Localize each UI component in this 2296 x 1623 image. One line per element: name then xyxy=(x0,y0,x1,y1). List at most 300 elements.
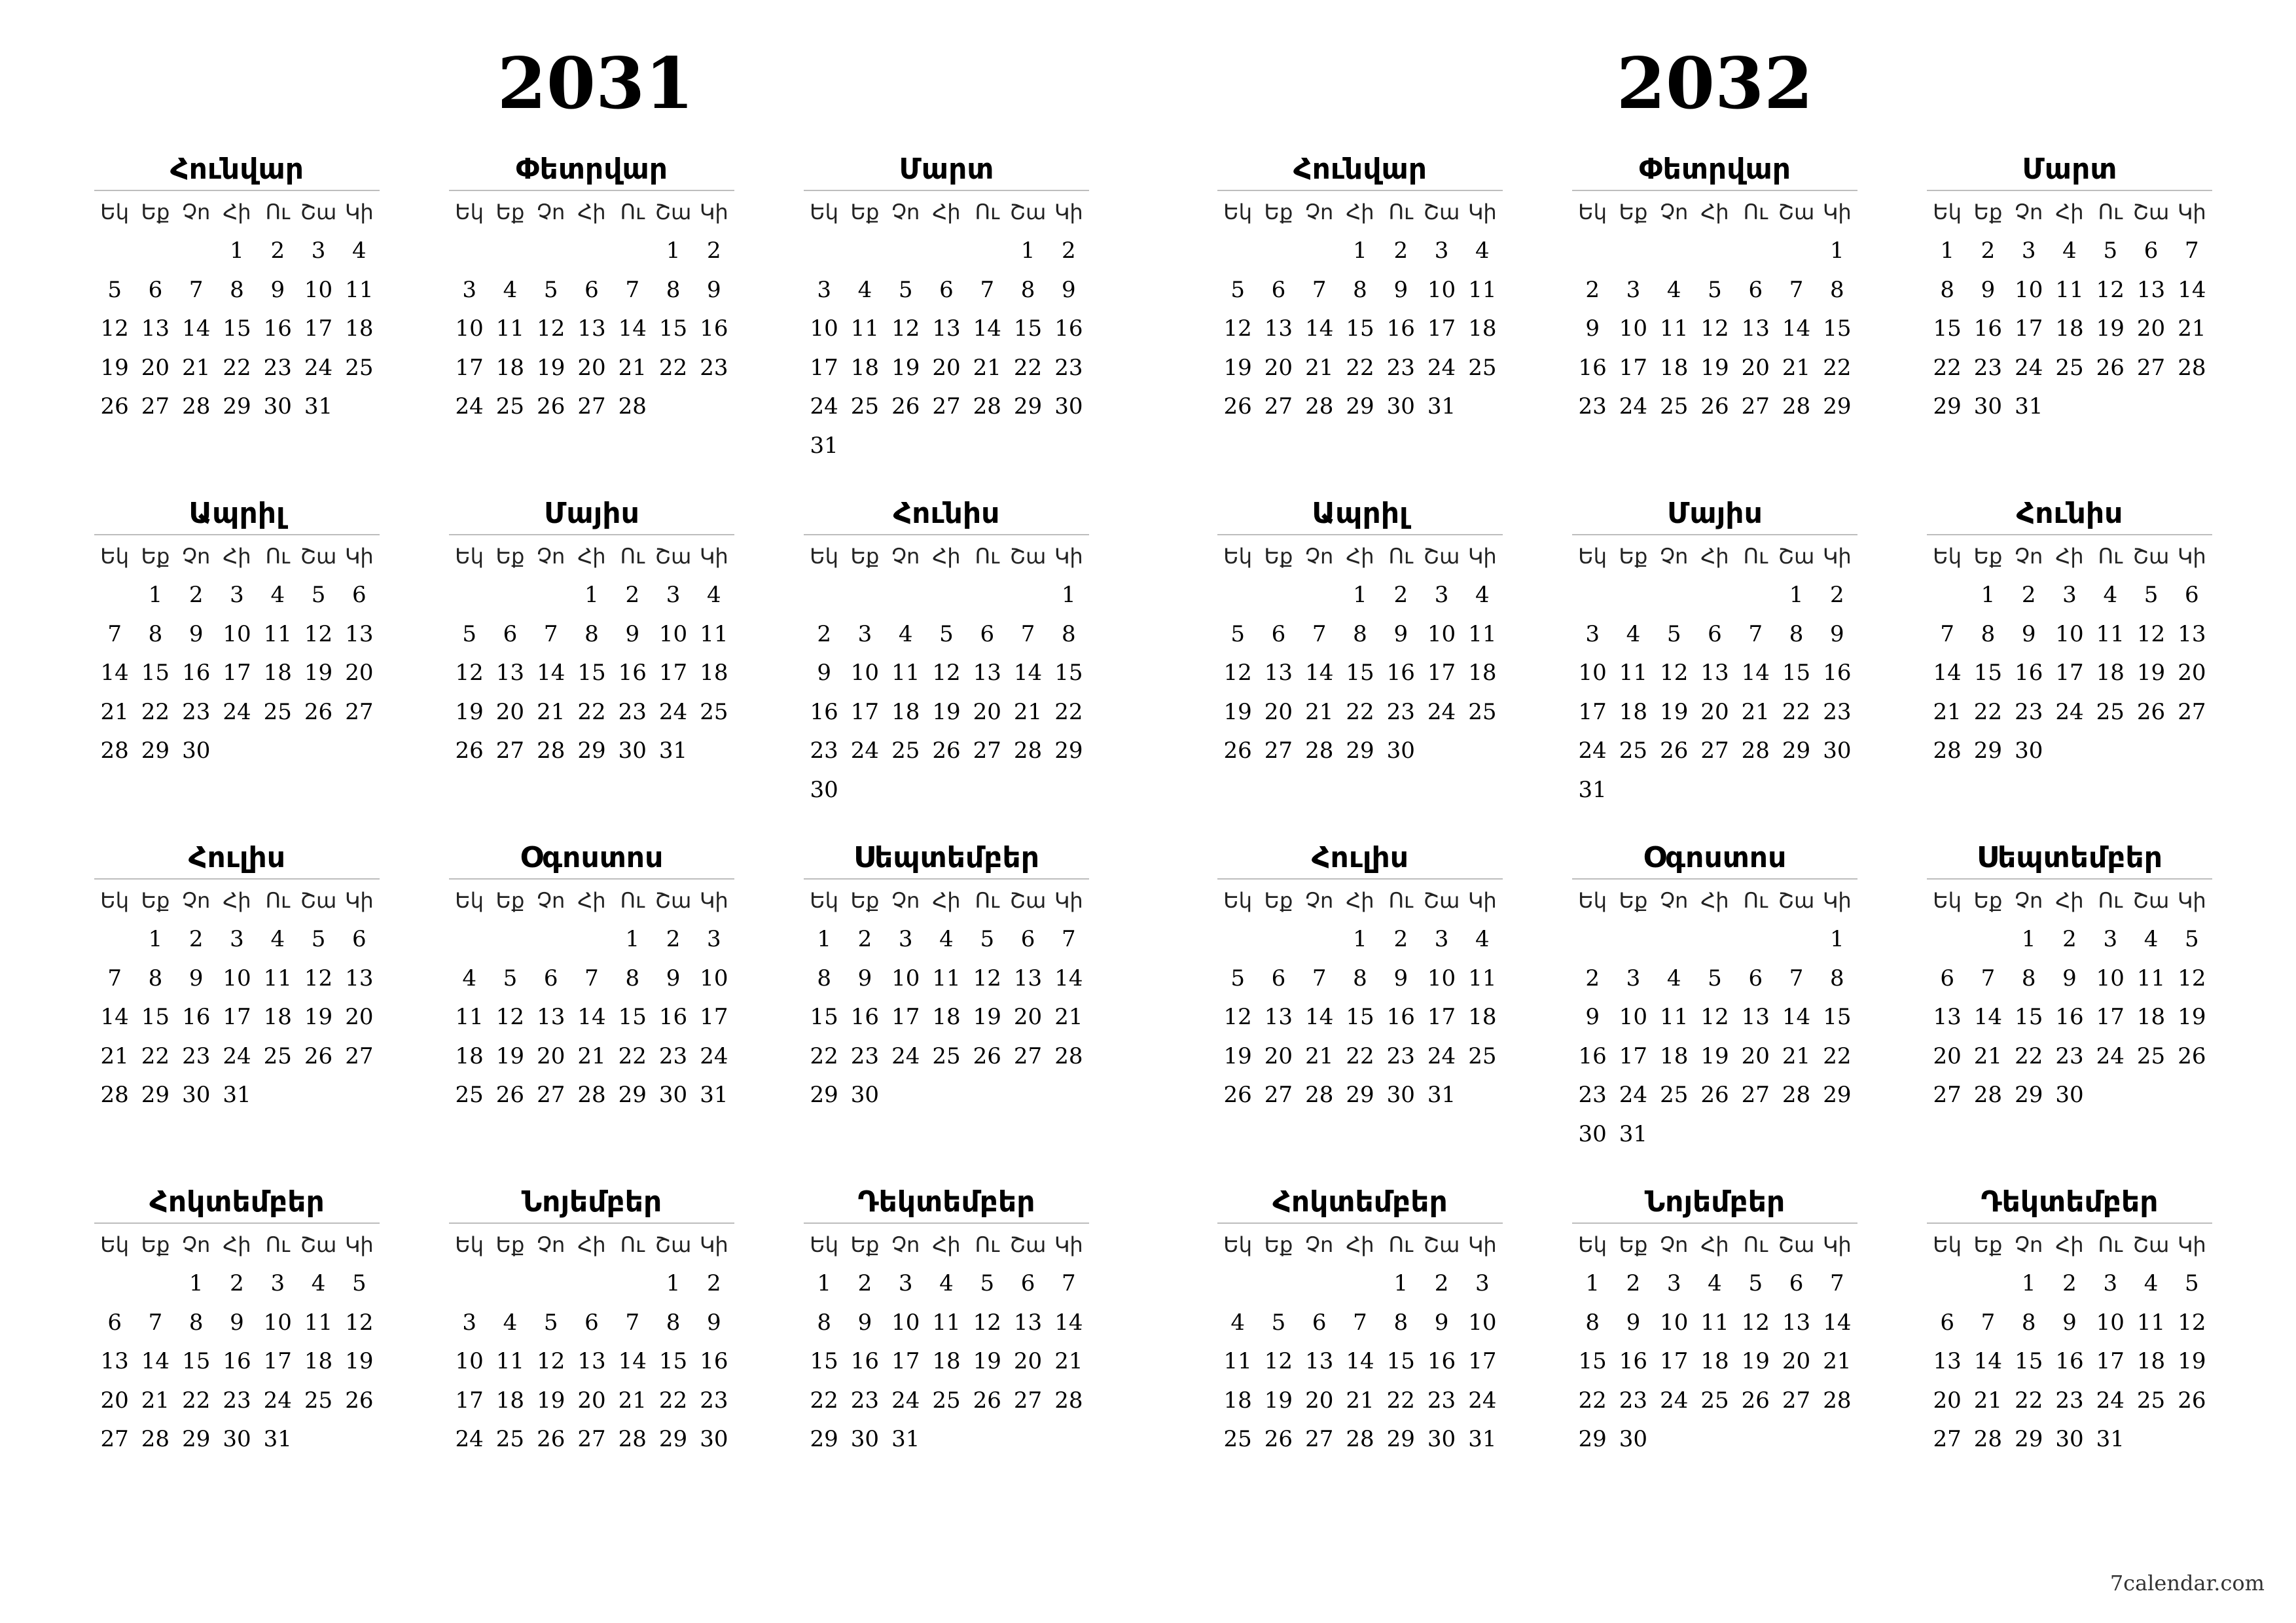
day-number: 17 xyxy=(2096,1004,2125,1030)
day-number: 9 xyxy=(857,965,872,991)
weekday-label: Ու xyxy=(620,888,645,913)
day-number: 5 xyxy=(543,276,558,303)
day-number: 11 xyxy=(495,1348,525,1374)
day-number: 14 xyxy=(141,1348,170,1374)
day-number: 27 xyxy=(932,393,961,419)
weekday-label: Կի xyxy=(1467,200,1497,224)
day-number: 19 xyxy=(304,660,333,686)
empty-cell xyxy=(612,1264,653,1304)
day-number: 29 xyxy=(618,1082,647,1108)
weekday-label: Ու xyxy=(265,1232,290,1257)
day-number: 7 xyxy=(2185,238,2199,264)
day-number: 12 xyxy=(2096,276,2125,303)
day-number: 27 xyxy=(495,738,525,764)
day-number: 20 xyxy=(1741,1043,1770,1069)
weekday-label: Կի xyxy=(1822,200,1852,224)
day-number: 12 xyxy=(973,965,1001,991)
day-number: 19 xyxy=(2136,660,2166,686)
day-number: 19 xyxy=(1700,1043,1729,1069)
day-number: 24 xyxy=(810,393,838,419)
day-number: 5 xyxy=(2103,238,2118,264)
day-number: 20 xyxy=(973,698,1001,725)
day-number: 8 xyxy=(666,1309,681,1336)
day-number: 16 xyxy=(658,1004,688,1030)
day-number: 23 xyxy=(1973,354,2003,381)
day-number: 7 xyxy=(1981,1309,1996,1336)
day-number: 27 xyxy=(1700,738,1729,764)
day-number: 1 xyxy=(2021,1270,2036,1296)
empty-cell xyxy=(1258,1264,1299,1304)
month-block xyxy=(1217,838,1503,1115)
day-number: 16 xyxy=(2055,1348,2084,1374)
day-number: 23 xyxy=(1386,1043,1415,1069)
day-grid xyxy=(1572,1264,1857,1459)
day-number: 14 xyxy=(577,1004,606,1030)
day-number: 28 xyxy=(1013,738,1043,764)
day-number: 28 xyxy=(1305,738,1334,764)
day-number: 8 xyxy=(1830,965,1844,991)
empty-cell xyxy=(1340,1264,1380,1304)
weekday-label: Չո xyxy=(537,888,565,913)
day-number: 21 xyxy=(182,354,211,381)
day-number: 20 xyxy=(2136,315,2166,342)
day-grid xyxy=(1572,232,1857,427)
day-number: 19 xyxy=(495,1043,525,1069)
weekday-label: Շա xyxy=(300,544,337,569)
weekday-label: Ու xyxy=(265,544,290,569)
day-number: 6 xyxy=(352,926,367,952)
empty-cell xyxy=(1613,576,1653,615)
weekday-label: Եք xyxy=(1619,544,1648,569)
empty-cell xyxy=(94,576,135,615)
day-number: 19 xyxy=(1741,1348,1770,1374)
day-number: 6 xyxy=(1271,276,1286,303)
day-number: 4 xyxy=(939,1270,954,1296)
day-number: 18 xyxy=(495,1387,525,1414)
day-number: 16 xyxy=(1386,1004,1415,1030)
day-number: 29 xyxy=(810,1426,838,1452)
weekday-label: Ու xyxy=(975,544,999,569)
day-number: 25 xyxy=(1468,698,1497,725)
day-grid xyxy=(449,920,734,1115)
day-number: 26 xyxy=(1741,1387,1770,1414)
day-number: 7 xyxy=(1748,620,1763,647)
day-number: 14 xyxy=(1823,1309,1852,1336)
day-number: 7 xyxy=(1789,965,1804,991)
day-number: 25 xyxy=(263,698,292,725)
empty-cell xyxy=(490,232,530,271)
day-number: 27 xyxy=(537,1082,565,1108)
weekday-header xyxy=(1927,1225,2212,1264)
weekday-label: Հի xyxy=(577,1232,606,1257)
day-number: 3 xyxy=(311,238,326,264)
weekday-label: Չո xyxy=(2015,544,2043,569)
empty-cell xyxy=(1258,576,1299,615)
day-grid xyxy=(1217,576,1503,771)
day-grid xyxy=(1217,920,1503,1115)
weekday-label: Շա xyxy=(1778,544,1815,569)
day-number: 27 xyxy=(345,1043,374,1069)
day-number: 11 xyxy=(1468,620,1497,647)
day-number: 27 xyxy=(1741,1082,1770,1108)
day-number: 9 xyxy=(666,965,681,991)
day-number: 13 xyxy=(2178,620,2206,647)
day-number: 10 xyxy=(263,1309,292,1336)
day-number: 2 xyxy=(707,1270,721,1296)
day-number: 9 xyxy=(625,620,640,647)
day-number: 27 xyxy=(2136,354,2166,381)
day-number: 1 xyxy=(1393,1270,1408,1296)
month-name: Հոկտեմբեր xyxy=(94,1182,380,1224)
weekday-label: Եք xyxy=(850,200,880,224)
day-number: 21 xyxy=(1973,1043,2003,1069)
day-number: 21 xyxy=(1823,1348,1852,1374)
day-number: 15 xyxy=(1933,315,1962,342)
day-number: 22 xyxy=(1346,354,1374,381)
weekday-label: Չո xyxy=(2015,200,2043,224)
day-grid xyxy=(449,1264,734,1459)
day-number: 30 xyxy=(810,776,838,803)
month-name: Ապրիլ xyxy=(1217,493,1503,535)
weekday-label: Եք xyxy=(1264,544,1293,569)
day-number: 14 xyxy=(537,660,565,686)
day-number: 18 xyxy=(1660,1043,1689,1069)
day-number: 18 xyxy=(1223,1387,1252,1414)
month-block xyxy=(449,1182,734,1459)
day-number: 12 xyxy=(1700,315,1729,342)
day-number: 10 xyxy=(810,315,838,342)
day-number: 1 xyxy=(1940,238,1954,264)
day-number: 11 xyxy=(1468,276,1497,303)
day-number: 2 xyxy=(1393,926,1408,952)
day-number: 13 xyxy=(1264,315,1293,342)
day-number: 15 xyxy=(1578,1348,1607,1374)
day-number: 25 xyxy=(2136,1043,2166,1069)
day-number: 17 xyxy=(2055,660,2084,686)
weekday-label: Եկ xyxy=(100,1232,129,1257)
weekday-label: Ու xyxy=(265,888,290,913)
day-number: 27 xyxy=(1305,1426,1334,1452)
day-number: 29 xyxy=(1578,1426,1607,1452)
day-number: 21 xyxy=(1933,698,1962,725)
day-number: 23 xyxy=(850,1043,880,1069)
empty-cell xyxy=(967,232,1007,271)
day-number: 10 xyxy=(1468,1309,1497,1336)
day-number: 7 xyxy=(1062,926,1076,952)
month-name: Դեկտեմբեր xyxy=(1927,1182,2212,1224)
month-block xyxy=(1927,493,2212,771)
day-number: 18 xyxy=(263,1004,292,1030)
weekday-label: Եք xyxy=(495,888,525,913)
day-number: 11 xyxy=(2096,620,2125,647)
day-number: 20 xyxy=(1782,1348,1811,1374)
empty-cell xyxy=(886,232,926,271)
weekday-label: Ու xyxy=(2098,544,2123,569)
weekday-label: Շա xyxy=(300,888,337,913)
day-number: 13 xyxy=(1013,965,1043,991)
month-block xyxy=(804,1182,1089,1459)
day-grid xyxy=(1217,232,1503,427)
day-number: 26 xyxy=(1700,1082,1729,1108)
day-number: 18 xyxy=(850,354,880,381)
day-number: 26 xyxy=(1223,738,1252,764)
day-number: 29 xyxy=(1346,738,1374,764)
day-number: 1 xyxy=(148,926,163,952)
day-number: 3 xyxy=(230,582,244,608)
empty-cell xyxy=(94,232,135,271)
weekday-label: Շա xyxy=(300,1232,337,1257)
day-number: 2 xyxy=(188,926,204,952)
day-number: 2 xyxy=(857,926,872,952)
day-number: 26 xyxy=(345,1387,374,1414)
day-number: 20 xyxy=(577,354,606,381)
month-name: Մարտ xyxy=(804,149,1089,191)
day-number: 22 xyxy=(1782,698,1811,725)
day-number: 28 xyxy=(2178,354,2206,381)
month-name: Ապրիլ xyxy=(94,493,380,535)
day-number: 2 xyxy=(1434,1270,1449,1296)
weekday-label: Շա xyxy=(2132,888,2170,913)
day-number: 31 xyxy=(1468,1426,1497,1452)
weekday-label: Շա xyxy=(1009,544,1047,569)
day-grid xyxy=(1927,1264,2212,1459)
day-number: 17 xyxy=(2096,1348,2125,1374)
day-number: 1 xyxy=(817,1270,831,1296)
day-number: 4 xyxy=(939,926,954,952)
empty-cell xyxy=(844,576,885,615)
day-number: 14 xyxy=(1305,660,1334,686)
day-grid xyxy=(94,232,380,427)
day-number: 24 xyxy=(1578,738,1607,764)
day-number: 14 xyxy=(1973,1348,2003,1374)
day-number: 9 xyxy=(857,1309,872,1336)
day-number: 7 xyxy=(584,965,599,991)
day-number: 25 xyxy=(495,1426,525,1452)
day-number: 18 xyxy=(1660,354,1689,381)
day-number: 29 xyxy=(810,1082,838,1108)
day-number: 21 xyxy=(100,1043,129,1069)
day-number: 16 xyxy=(1619,1348,1648,1374)
day-number: 28 xyxy=(100,1082,129,1108)
day-number: 19 xyxy=(1660,698,1689,725)
day-number: 24 xyxy=(1468,1387,1497,1414)
day-number: 19 xyxy=(537,354,565,381)
day-number: 30 xyxy=(2055,1426,2084,1452)
day-number: 31 xyxy=(700,1082,728,1108)
day-number: 26 xyxy=(455,738,484,764)
day-number: 29 xyxy=(1346,393,1374,419)
day-number: 15 xyxy=(618,1004,647,1030)
day-number: 21 xyxy=(537,698,565,725)
day-number: 28 xyxy=(1054,1387,1083,1414)
day-number: 15 xyxy=(658,1348,688,1374)
day-number: 16 xyxy=(2055,1004,2084,1030)
day-number: 6 xyxy=(1748,276,1763,303)
day-number: 30 xyxy=(1973,393,2003,419)
day-number: 10 xyxy=(2055,620,2084,647)
empty-cell xyxy=(490,920,530,959)
day-number: 6 xyxy=(939,276,954,303)
day-number: 21 xyxy=(1741,698,1770,725)
day-number: 25 xyxy=(2055,354,2084,381)
day-number: 15 xyxy=(1823,315,1852,342)
day-number: 19 xyxy=(1264,1387,1293,1414)
weekday-label: Եկ xyxy=(1223,200,1252,224)
empty-cell xyxy=(490,576,530,615)
weekday-label: Շա xyxy=(1009,1232,1047,1257)
weekday-label: Եք xyxy=(1973,544,2003,569)
weekday-label: Շա xyxy=(1778,200,1815,224)
day-number: 8 xyxy=(1393,1309,1408,1336)
day-number: 22 xyxy=(2015,1387,2043,1414)
day-number: 23 xyxy=(2015,698,2043,725)
day-number: 22 xyxy=(141,698,170,725)
weekday-header xyxy=(1572,1225,1857,1264)
weekday-label: Շա xyxy=(1423,888,1460,913)
weekday-label: Շա xyxy=(1423,200,1460,224)
weekday-label: Չո xyxy=(1305,888,1334,913)
weekday-label: Չո xyxy=(1305,544,1334,569)
day-number: 28 xyxy=(537,738,565,764)
day-number: 25 xyxy=(2096,698,2125,725)
day-number: 18 xyxy=(455,1043,484,1069)
day-number: 13 xyxy=(141,315,170,342)
day-number: 17 xyxy=(891,1348,920,1374)
weekday-header xyxy=(94,1225,380,1264)
day-number: 28 xyxy=(1973,1426,2003,1452)
day-number: 11 xyxy=(1223,1348,1252,1374)
day-number: 19 xyxy=(2178,1004,2206,1030)
empty-cell xyxy=(449,1264,490,1304)
weekday-header xyxy=(1927,881,2212,920)
day-number: 16 xyxy=(1973,315,2003,342)
day-number: 1 xyxy=(1789,582,1804,608)
day-number: 1 xyxy=(148,582,163,608)
day-number: 5 xyxy=(543,1309,558,1336)
day-number: 13 xyxy=(1741,1004,1770,1030)
month-block xyxy=(449,149,734,427)
day-number: 8 xyxy=(1585,1309,1600,1336)
empty-cell xyxy=(94,1264,135,1304)
day-number: 4 xyxy=(1475,926,1490,952)
day-number: 15 xyxy=(1823,1004,1852,1030)
day-number: 4 xyxy=(1475,582,1490,608)
day-number: 9 xyxy=(1585,315,1600,342)
weekday-header xyxy=(1217,192,1503,232)
day-number: 27 xyxy=(1264,1082,1293,1108)
day-number: 5 xyxy=(1708,965,1722,991)
day-number: 15 xyxy=(141,1004,170,1030)
day-number: 10 xyxy=(455,315,484,342)
day-number: 17 xyxy=(223,1004,251,1030)
weekday-label: Եկ xyxy=(1223,1232,1252,1257)
empty-cell xyxy=(1695,920,1735,959)
day-number: 3 xyxy=(462,276,476,303)
day-number: 6 xyxy=(980,620,995,647)
day-number: 2 xyxy=(625,582,640,608)
day-number: 12 xyxy=(2178,1309,2206,1336)
day-number: 10 xyxy=(1660,1309,1689,1336)
day-number: 8 xyxy=(1062,620,1076,647)
weekday-label: Եկ xyxy=(455,544,484,569)
day-number: 1 xyxy=(1062,582,1076,608)
month-block xyxy=(804,838,1089,1115)
day-number: 27 xyxy=(345,698,374,725)
day-number: 9 xyxy=(1393,276,1408,303)
day-number: 3 xyxy=(857,620,872,647)
empty-cell xyxy=(1217,1264,1258,1304)
day-number: 8 xyxy=(1020,276,1035,303)
day-number: 27 xyxy=(1013,1043,1043,1069)
day-number: 31 xyxy=(658,738,688,764)
month-block xyxy=(1572,149,1857,427)
day-number: 13 xyxy=(2136,276,2166,303)
weekday-label: Ու xyxy=(1388,200,1413,224)
weekday-label: Հի xyxy=(223,200,251,224)
day-number: 10 xyxy=(891,965,920,991)
day-number: 28 xyxy=(100,738,129,764)
weekday-label: Կի xyxy=(1467,888,1497,913)
month-name: Դեկտեմբեր xyxy=(804,1182,1089,1224)
day-number: 8 xyxy=(1353,276,1367,303)
day-number: 3 xyxy=(1434,582,1449,608)
day-number: 31 xyxy=(810,432,838,459)
day-number: 15 xyxy=(810,1004,838,1030)
day-grid xyxy=(804,920,1089,1115)
day-number: 19 xyxy=(537,1387,565,1414)
day-number: 9 xyxy=(707,1309,721,1336)
month-block xyxy=(1572,493,1857,810)
day-number: 23 xyxy=(658,1043,688,1069)
weekday-label: Եկ xyxy=(100,200,129,224)
empty-cell xyxy=(1217,576,1258,615)
day-number: 14 xyxy=(1933,660,1962,686)
day-grid xyxy=(449,576,734,771)
day-grid xyxy=(449,232,734,427)
day-number: 13 xyxy=(495,660,525,686)
weekday-header xyxy=(1217,881,1503,920)
weekday-header xyxy=(804,881,1089,920)
day-number: 19 xyxy=(304,1004,333,1030)
day-number: 8 xyxy=(1789,620,1804,647)
day-number: 18 xyxy=(495,354,525,381)
day-number: 2 xyxy=(1393,582,1408,608)
day-number: 7 xyxy=(625,276,640,303)
day-number: 3 xyxy=(898,1270,913,1296)
day-number: 19 xyxy=(100,354,129,381)
day-number: 1 xyxy=(1981,582,1996,608)
day-number: 8 xyxy=(1981,620,1996,647)
day-number: 15 xyxy=(141,660,170,686)
day-number: 17 xyxy=(304,315,333,342)
weekday-label: Շա xyxy=(1423,544,1460,569)
weekday-label: Ու xyxy=(975,1232,999,1257)
day-number: 9 xyxy=(1981,276,1996,303)
day-number: 27 xyxy=(1013,1387,1043,1414)
day-number: 25 xyxy=(1700,1387,1729,1414)
weekday-label: Չո xyxy=(891,888,920,913)
day-number: 18 xyxy=(700,660,728,686)
weekday-label: Ու xyxy=(975,888,999,913)
day-number: 26 xyxy=(973,1387,1001,1414)
day-number: 20 xyxy=(577,1387,606,1414)
day-number: 9 xyxy=(1830,620,1844,647)
day-number: 22 xyxy=(810,1387,838,1414)
day-number: 29 xyxy=(1054,738,1083,764)
day-number: 31 xyxy=(1427,393,1456,419)
day-number: 22 xyxy=(223,354,251,381)
day-number: 9 xyxy=(707,276,721,303)
